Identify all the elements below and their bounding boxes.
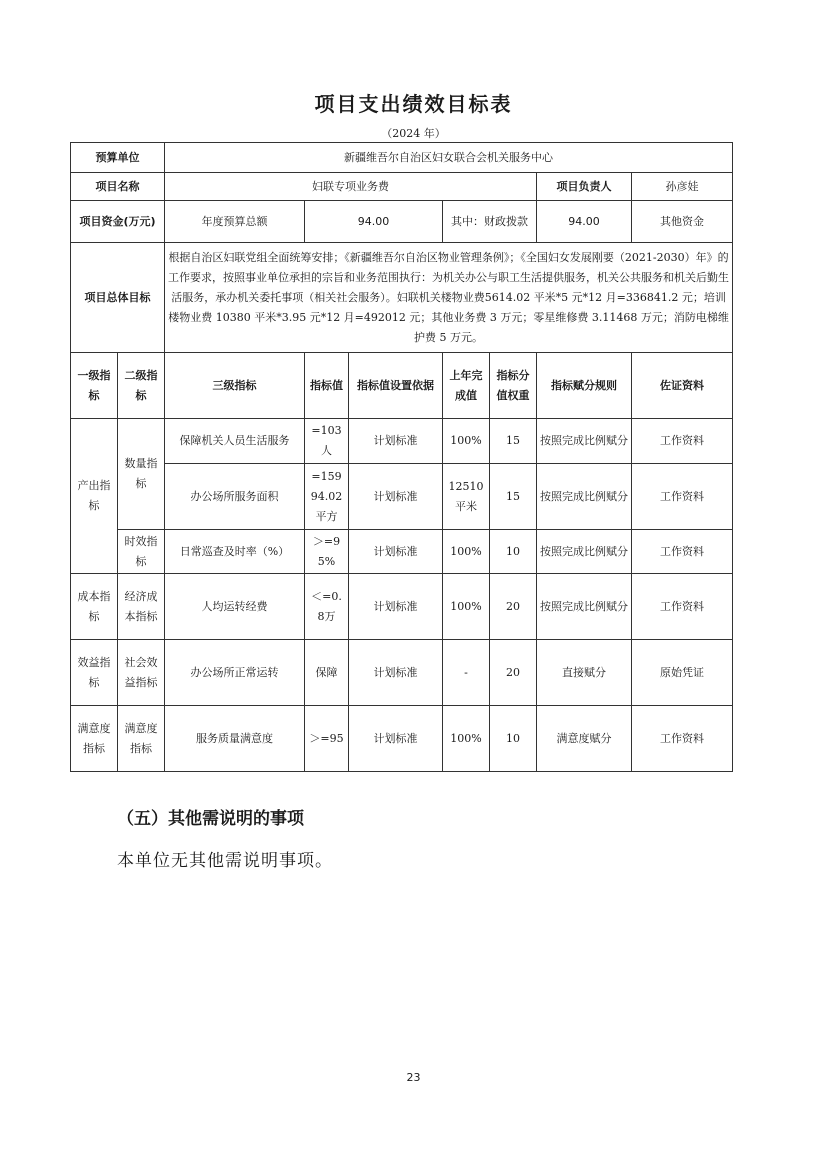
scoring-rule: 按照完成比例赋分 bbox=[537, 574, 632, 640]
indicator-name: 保障机关人员生活服务 bbox=[165, 419, 305, 464]
table-row bbox=[71, 706, 733, 772]
table-row bbox=[71, 419, 733, 464]
unit-value: 新疆维吾尔自治区妇女联合会机关服务中心 bbox=[165, 143, 733, 173]
col-basis: 指标值设置依据 bbox=[349, 353, 443, 419]
last-year-value: 12510平米 bbox=[443, 464, 490, 530]
year-label: （2024 年） bbox=[381, 127, 446, 140]
section-body: 本单位无其他需说明事项。 bbox=[117, 851, 333, 871]
project-leader-label: 项目负责人 bbox=[537, 173, 632, 201]
indicator-weight: 20 bbox=[490, 640, 537, 706]
group-quantity: 数量指标 bbox=[118, 419, 165, 530]
funds-label: 项目资金(万元) bbox=[71, 201, 165, 243]
section-heading: （五）其他需说明的事项 bbox=[117, 809, 304, 829]
group-cost: 成本指标 bbox=[71, 574, 118, 640]
evidence: 工作资料 bbox=[632, 464, 733, 530]
last-year-value: 100% bbox=[443, 419, 490, 464]
page-title: 项目支出绩效目标表 bbox=[314, 92, 513, 116]
unit-label: 预算单位 bbox=[71, 143, 165, 173]
annual-budget-label: 年度预算总额 bbox=[165, 201, 305, 243]
funds-row bbox=[71, 201, 733, 243]
col-value: 指标值 bbox=[305, 353, 349, 419]
group-satisfaction: 满意度指标 bbox=[71, 706, 118, 772]
evidence: 工作资料 bbox=[632, 419, 733, 464]
scoring-rule: 按照完成比例赋分 bbox=[537, 464, 632, 530]
indicator-value: 保障 bbox=[305, 640, 349, 706]
col-last-year: 上年完成值 bbox=[443, 353, 490, 419]
group-timeliness: 时效指标 bbox=[118, 530, 165, 574]
other-funds-label: 其他资金 bbox=[632, 201, 733, 243]
indicator-name: 人均运转经费 bbox=[165, 574, 305, 640]
indicator-basis: 计划标准 bbox=[349, 464, 443, 530]
group-satisfaction-sub: 满意度指标 bbox=[118, 706, 165, 772]
indicator-name: 服务质量满意度 bbox=[165, 706, 305, 772]
indicator-weight: 10 bbox=[490, 530, 537, 574]
fiscal-value: 94.00 bbox=[537, 201, 632, 243]
indicator-basis: 计划标准 bbox=[349, 530, 443, 574]
scoring-rule: 按照完成比例赋分 bbox=[537, 530, 632, 574]
goal-row bbox=[71, 243, 733, 353]
col-rule: 指标赋分规则 bbox=[537, 353, 632, 419]
indicator-value: ＜=0.8万 bbox=[305, 574, 349, 640]
group-social-benefit: 社会效益指标 bbox=[118, 640, 165, 706]
table-row bbox=[71, 574, 733, 640]
project-name-row bbox=[71, 173, 733, 201]
scoring-rule: 直接赋分 bbox=[537, 640, 632, 706]
evidence: 工作资料 bbox=[632, 574, 733, 640]
col-weight: 指标分值权重 bbox=[490, 353, 537, 419]
table-row bbox=[71, 530, 733, 574]
indicator-basis: 计划标准 bbox=[349, 706, 443, 772]
project-name-label: 项目名称 bbox=[71, 173, 165, 201]
last-year-value: 100% bbox=[443, 574, 490, 640]
last-year-value: 100% bbox=[443, 530, 490, 574]
last-year-value: - bbox=[443, 640, 490, 706]
annual-budget-value: 94.00 bbox=[305, 201, 443, 243]
page-number: 23 bbox=[406, 1071, 421, 1084]
indicator-basis: 计划标准 bbox=[349, 574, 443, 640]
col-level2: 二级指标 bbox=[118, 353, 165, 419]
indicator-name: 办公场所正常运转 bbox=[165, 640, 305, 706]
scoring-rule: 按照完成比例赋分 bbox=[537, 419, 632, 464]
goal-label: 项目总体目标 bbox=[71, 243, 165, 353]
evidence: 工作资料 bbox=[632, 706, 733, 772]
indicator-value: =103人 bbox=[305, 419, 349, 464]
indicator-weight: 20 bbox=[490, 574, 537, 640]
indicator-value: ＞=95 bbox=[305, 706, 349, 772]
last-year-value: 100% bbox=[443, 706, 490, 772]
col-level1: 一级指标 bbox=[71, 353, 118, 419]
table-row bbox=[71, 464, 733, 530]
evidence: 工作资料 bbox=[632, 530, 733, 574]
indicator-weight: 15 bbox=[490, 419, 537, 464]
indicator-basis: 计划标准 bbox=[349, 640, 443, 706]
indicator-name: 办公场所服务面积 bbox=[165, 464, 305, 530]
performance-target-table bbox=[70, 142, 733, 772]
evidence: 原始凭证 bbox=[632, 640, 733, 706]
project-name-value: 妇联专项业务费 bbox=[165, 173, 537, 201]
scoring-rule: 满意度赋分 bbox=[537, 706, 632, 772]
indicator-weight: 15 bbox=[490, 464, 537, 530]
group-output: 产出指标 bbox=[71, 419, 118, 574]
table-row bbox=[71, 640, 733, 706]
col-evidence: 佐证资料 bbox=[632, 353, 733, 419]
unit-row bbox=[71, 143, 733, 173]
goal-text: 根据自治区妇联党组全面统筹安排；《新疆维吾尔自治区物业管理条例》；《全国妇女发展刚要（2021-2030）年》的工作要求，按照事业单位承担的宗旨和业务范围执行：为机关办公与职工生活提供服务，机关公共服务和机关后勤生活服务，承办机关委托事项（相关社会服务）。妇联机关楼物业费5614.02 平米*5 元*12 月=336841.2 元；培训楼物业费 10380 平米*3.95 元*12 月=492012 元；其他业务费 3 万元；零星维修费 3.11468 万元；消防电梯维护费 5 万元。 bbox=[165, 243, 733, 353]
group-economic-cost: 经济成本指标 bbox=[118, 574, 165, 640]
indicator-name: 日常巡查及时率（%） bbox=[165, 530, 305, 574]
indicator-value: =15994.02平方 bbox=[305, 464, 349, 530]
column-header-row bbox=[71, 353, 733, 419]
group-benefit: 效益指标 bbox=[71, 640, 118, 706]
indicator-weight: 10 bbox=[490, 706, 537, 772]
fiscal-label: 其中：财政拨款 bbox=[443, 201, 537, 243]
project-leader-value: 孙彦娃 bbox=[632, 173, 733, 201]
indicator-basis: 计划标准 bbox=[349, 419, 443, 464]
indicator-value: ＞=95% bbox=[305, 530, 349, 574]
col-level3: 三级指标 bbox=[165, 353, 305, 419]
